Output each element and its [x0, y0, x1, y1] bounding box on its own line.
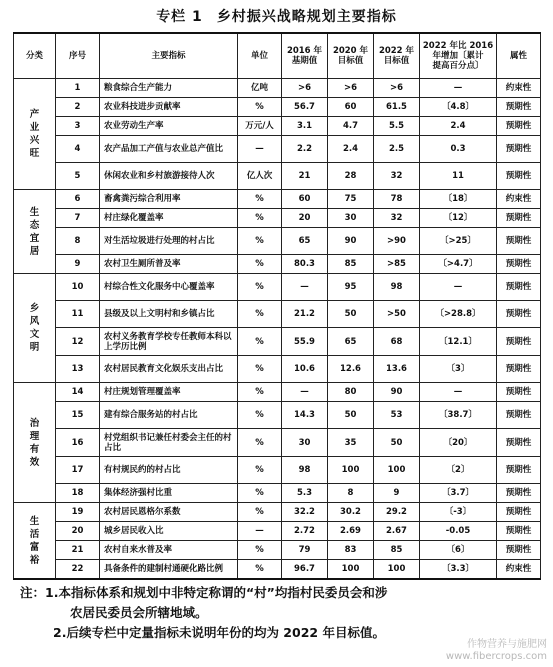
- base-2016-cell: >6: [282, 79, 328, 98]
- notes-label: 注：: [20, 585, 46, 600]
- change-cell: 〔3.7〕: [420, 484, 497, 503]
- attribute-cell: 预期性: [497, 255, 541, 274]
- unit-cell: %: [238, 429, 282, 457]
- note-1-continued: 农居民委员会所辖地域。: [70, 605, 208, 620]
- indicator-cell: 村综合性文化服务中心覆盖率: [100, 274, 238, 301]
- seq-cell: 20: [56, 522, 100, 541]
- header-row: [14, 33, 541, 79]
- change-cell: 〔-3〕: [420, 503, 497, 522]
- target-2022-cell: 68: [374, 328, 420, 356]
- target-2020-cell: 8: [328, 484, 374, 503]
- indicator-cell: 具备条件的建制村通硬化路比例: [100, 560, 238, 580]
- change-cell: 〔6〕: [420, 541, 497, 560]
- indicator-cell: 城乡居民收入比: [100, 522, 238, 541]
- unit-cell: %: [238, 457, 282, 484]
- seq-cell: 14: [56, 383, 100, 402]
- base-2016-cell: 2.72: [282, 522, 328, 541]
- target-2020-cell: 65: [328, 328, 374, 356]
- target-2022-cell: 5.5: [374, 117, 420, 136]
- target-2020-cell: 50: [328, 301, 374, 328]
- header-indicator: 主要指标: [100, 33, 238, 79]
- base-2016-cell: 3.1: [282, 117, 328, 136]
- seq-cell: 16: [56, 429, 100, 457]
- change-cell: —: [420, 383, 497, 402]
- change-cell: 〔18〕: [420, 190, 497, 209]
- target-2020-cell: 83: [328, 541, 374, 560]
- base-2016-cell: 56.7: [282, 98, 328, 117]
- indicator-cell: 农村义务教育学校专任教师本科以上学历比例: [100, 328, 238, 356]
- table-row: [14, 383, 541, 402]
- header-unit: 单位: [238, 33, 282, 79]
- target-2022-cell: 32: [374, 163, 420, 190]
- base-2016-cell: 60: [282, 190, 328, 209]
- change-cell: 〔12.1〕: [420, 328, 497, 356]
- target-2020-cell: 30: [328, 209, 374, 228]
- table-row: [14, 301, 541, 328]
- table-row: [14, 402, 541, 429]
- unit-cell: %: [238, 328, 282, 356]
- unit-cell: %: [238, 484, 282, 503]
- category-cell: 生 态 宜 居: [14, 190, 56, 274]
- base-2016-cell: 21: [282, 163, 328, 190]
- attribute-cell: 预期性: [497, 541, 541, 560]
- unit-cell: %: [238, 190, 282, 209]
- change-cell: 2.4: [420, 117, 497, 136]
- seq-cell: 12: [56, 328, 100, 356]
- target-2020-cell: 95: [328, 274, 374, 301]
- indicator-cell: 有村规民约的村占比: [100, 457, 238, 484]
- target-2022-cell: 29.2: [374, 503, 420, 522]
- target-2020-cell: 2.69: [328, 522, 374, 541]
- change-cell: 〔>28.8〕: [420, 301, 497, 328]
- seq-cell: 4: [56, 136, 100, 163]
- base-2016-cell: 32.2: [282, 503, 328, 522]
- seq-cell: 7: [56, 209, 100, 228]
- seq-cell: 2: [56, 98, 100, 117]
- attribute-cell: 预期性: [497, 301, 541, 328]
- attribute-cell: 预期性: [497, 209, 541, 228]
- header-attribute: 属性: [497, 33, 541, 79]
- title-text: 乡村振兴战略规划主要指标: [216, 9, 397, 25]
- seq-cell: 6: [56, 190, 100, 209]
- target-2020-cell: 50: [328, 402, 374, 429]
- base-2016-cell: 5.3: [282, 484, 328, 503]
- change-cell: 〔>25〕: [420, 228, 497, 255]
- seq-cell: 9: [56, 255, 100, 274]
- target-2020-cell: >6: [328, 79, 374, 98]
- attribute-cell: 预期性: [497, 522, 541, 541]
- change-cell: 〔38.7〕: [420, 402, 497, 429]
- table-row: [14, 356, 541, 383]
- base-2016-cell: 55.9: [282, 328, 328, 356]
- unit-cell: %: [238, 301, 282, 328]
- seq-cell: 19: [56, 503, 100, 522]
- category-cell: 治 理 有 效: [14, 383, 56, 503]
- target-2020-cell: 75: [328, 190, 374, 209]
- indicator-cell: 村党组织书记兼任村委会主任的村占比: [100, 429, 238, 457]
- base-2016-cell: 10.6: [282, 356, 328, 383]
- target-2022-cell: >50: [374, 301, 420, 328]
- category-cell: 产 业 兴 旺: [14, 79, 56, 190]
- unit-cell: %: [238, 356, 282, 383]
- target-2020-cell: 30.2: [328, 503, 374, 522]
- table-row: [14, 274, 541, 301]
- category-cell: 乡 风 文 明: [14, 274, 56, 383]
- watermark-line-1: 作物营养与施肥网: [467, 639, 547, 650]
- table-row: [14, 228, 541, 255]
- change-cell: —: [420, 274, 497, 301]
- indicator-table: [13, 32, 541, 580]
- target-2022-cell: 98: [374, 274, 420, 301]
- change-cell: 0.3: [420, 136, 497, 163]
- target-2020-cell: 2.4: [328, 136, 374, 163]
- unit-cell: %: [238, 402, 282, 429]
- indicator-cell: 村庄规划管理覆盖率: [100, 383, 238, 402]
- base-2016-cell: 21.2: [282, 301, 328, 328]
- target-2020-cell: 12.6: [328, 356, 374, 383]
- target-2022-cell: 100: [374, 560, 420, 580]
- seq-cell: 18: [56, 484, 100, 503]
- target-2022-cell: 53: [374, 402, 420, 429]
- seq-cell: 8: [56, 228, 100, 255]
- target-2022-cell: 2.67: [374, 522, 420, 541]
- base-2016-cell: 79: [282, 541, 328, 560]
- header-change: 2022 年比 2016 年增加〔累计 提高百分点〕: [420, 33, 497, 79]
- base-2016-cell: 96.7: [282, 560, 328, 580]
- change-cell: 〔20〕: [420, 429, 497, 457]
- notes: [20, 583, 545, 643]
- attribute-cell: 预期性: [497, 503, 541, 522]
- table-row: [14, 503, 541, 522]
- target-2022-cell: 78: [374, 190, 420, 209]
- watermark: [446, 639, 547, 663]
- seq-cell: 5: [56, 163, 100, 190]
- base-2016-cell: 20: [282, 209, 328, 228]
- attribute-cell: 预期性: [497, 228, 541, 255]
- seq-cell: 1: [56, 79, 100, 98]
- seq-cell: 15: [56, 402, 100, 429]
- unit-cell: %: [238, 255, 282, 274]
- target-2022-cell: 9: [374, 484, 420, 503]
- attribute-cell: 预期性: [497, 98, 541, 117]
- table-row: [14, 560, 541, 580]
- table-row: [14, 255, 541, 274]
- table-row: [14, 117, 541, 136]
- target-2022-cell: 61.5: [374, 98, 420, 117]
- indicator-cell: 畜禽粪污综合利用率: [100, 190, 238, 209]
- target-2022-cell: 50: [374, 429, 420, 457]
- unit-cell: 万元/人: [238, 117, 282, 136]
- indicator-cell: 农村自来水普及率: [100, 541, 238, 560]
- attribute-cell: 预期性: [497, 383, 541, 402]
- target-2020-cell: 80: [328, 383, 374, 402]
- base-2016-cell: 30: [282, 429, 328, 457]
- target-2022-cell: 32: [374, 209, 420, 228]
- attribute-cell: 预期性: [497, 117, 541, 136]
- seq-cell: 21: [56, 541, 100, 560]
- attribute-cell: 预期性: [497, 356, 541, 383]
- indicator-cell: 农村卫生厕所普及率: [100, 255, 238, 274]
- table-row: [14, 328, 541, 356]
- change-cell: 〔3〕: [420, 356, 497, 383]
- table-title: [0, 4, 553, 30]
- header-base-2016: 2016 年 基期值: [282, 33, 328, 79]
- change-cell: 〔4.8〕: [420, 98, 497, 117]
- indicator-cell: 县级及以上文明村和乡镇占比: [100, 301, 238, 328]
- change-cell: -0.05: [420, 522, 497, 541]
- table-row: [14, 98, 541, 117]
- base-2016-cell: 14.3: [282, 402, 328, 429]
- seq-cell: 10: [56, 274, 100, 301]
- category-cell: 生 活 富 裕: [14, 503, 56, 580]
- seq-cell: 22: [56, 560, 100, 580]
- indicator-cell: 休闲农业和乡村旅游接待人次: [100, 163, 238, 190]
- attribute-cell: 预期性: [497, 136, 541, 163]
- indicator-cell: 农村居民恩格尔系数: [100, 503, 238, 522]
- target-2022-cell: 90: [374, 383, 420, 402]
- target-2022-cell: >90: [374, 228, 420, 255]
- attribute-cell: 约束性: [497, 79, 541, 98]
- header-category: 分类: [14, 33, 56, 79]
- target-2020-cell: 85: [328, 255, 374, 274]
- target-2020-cell: 60: [328, 98, 374, 117]
- attribute-cell: 预期性: [497, 402, 541, 429]
- note-1: 1.本指标体系和规划中非特定称谓的“村”均指村民委员会和涉: [45, 585, 388, 600]
- table-row: [14, 163, 541, 190]
- watermark-line-2: www.fibercrops.com: [445, 651, 547, 662]
- unit-cell: —: [238, 522, 282, 541]
- target-2020-cell: 4.7: [328, 117, 374, 136]
- header-seq: 序号: [56, 33, 100, 79]
- attribute-cell: 预期性: [497, 328, 541, 356]
- unit-cell: —: [238, 136, 282, 163]
- table-row: [14, 190, 541, 209]
- change-cell: 〔3.3〕: [420, 560, 497, 580]
- target-2022-cell: >85: [374, 255, 420, 274]
- change-cell: 〔>4.7〕: [420, 255, 497, 274]
- base-2016-cell: 98: [282, 457, 328, 484]
- attribute-cell: 预期性: [497, 429, 541, 457]
- table-row: [14, 541, 541, 560]
- attribute-cell: 预期性: [497, 163, 541, 190]
- note-2: 2.后续专栏中定量指标未说明年份的均为 2022 年目标值。: [53, 625, 385, 640]
- unit-cell: 亿人次: [238, 163, 282, 190]
- target-2022-cell: 2.5: [374, 136, 420, 163]
- indicator-cell: 建有综合服务站的村占比: [100, 402, 238, 429]
- unit-cell: %: [238, 560, 282, 580]
- base-2016-cell: 80.3: [282, 255, 328, 274]
- table-row: [14, 136, 541, 163]
- table-row: [14, 429, 541, 457]
- unit-cell: %: [238, 228, 282, 255]
- target-2022-cell: 85: [374, 541, 420, 560]
- target-2020-cell: 100: [328, 560, 374, 580]
- seq-cell: 13: [56, 356, 100, 383]
- indicator-cell: 农产品加工产值与农业总产值比: [100, 136, 238, 163]
- unit-cell: %: [238, 503, 282, 522]
- table-row: [14, 484, 541, 503]
- change-cell: 〔12〕: [420, 209, 497, 228]
- target-2022-cell: 13.6: [374, 356, 420, 383]
- indicator-cell: 粮食综合生产能力: [100, 79, 238, 98]
- base-2016-cell: 2.2: [282, 136, 328, 163]
- change-cell: 11: [420, 163, 497, 190]
- unit-cell: %: [238, 541, 282, 560]
- change-cell: —: [420, 79, 497, 98]
- target-2020-cell: 100: [328, 457, 374, 484]
- indicator-cell: 农业劳动生产率: [100, 117, 238, 136]
- base-2016-cell: —: [282, 274, 328, 301]
- unit-cell: 亿吨: [238, 79, 282, 98]
- target-2020-cell: 35: [328, 429, 374, 457]
- indicator-cell: 对生活垃圾进行处理的村占比: [100, 228, 238, 255]
- table-row: [14, 522, 541, 541]
- seq-cell: 17: [56, 457, 100, 484]
- seq-cell: 11: [56, 301, 100, 328]
- change-cell: 〔2〕: [420, 457, 497, 484]
- attribute-cell: 预期性: [497, 484, 541, 503]
- attribute-cell: 约束性: [497, 190, 541, 209]
- seq-cell: 3: [56, 117, 100, 136]
- indicator-cell: 农村居民教育文化娱乐支出占比: [100, 356, 238, 383]
- attribute-cell: 预期性: [497, 457, 541, 484]
- unit-cell: %: [238, 209, 282, 228]
- target-2022-cell: 100: [374, 457, 420, 484]
- header-target-2022: 2022 年 目标值: [374, 33, 420, 79]
- table-row: [14, 209, 541, 228]
- table-row: [14, 457, 541, 484]
- unit-cell: %: [238, 274, 282, 301]
- target-2020-cell: 28: [328, 163, 374, 190]
- unit-cell: %: [238, 98, 282, 117]
- table-row: [14, 79, 541, 98]
- target-2022-cell: >6: [374, 79, 420, 98]
- indicator-cell: 农业科技进步贡献率: [100, 98, 238, 117]
- base-2016-cell: —: [282, 383, 328, 402]
- attribute-cell: 预期性: [497, 274, 541, 301]
- attribute-cell: 约束性: [497, 560, 541, 580]
- target-2020-cell: 90: [328, 228, 374, 255]
- indicator-cell: 村庄绿化覆盖率: [100, 209, 238, 228]
- title-column-number: 专栏 1: [156, 9, 203, 25]
- indicator-cell: 集体经济强村比重: [100, 484, 238, 503]
- header-target-2020: 2020 年 目标值: [328, 33, 374, 79]
- base-2016-cell: 65: [282, 228, 328, 255]
- unit-cell: %: [238, 383, 282, 402]
